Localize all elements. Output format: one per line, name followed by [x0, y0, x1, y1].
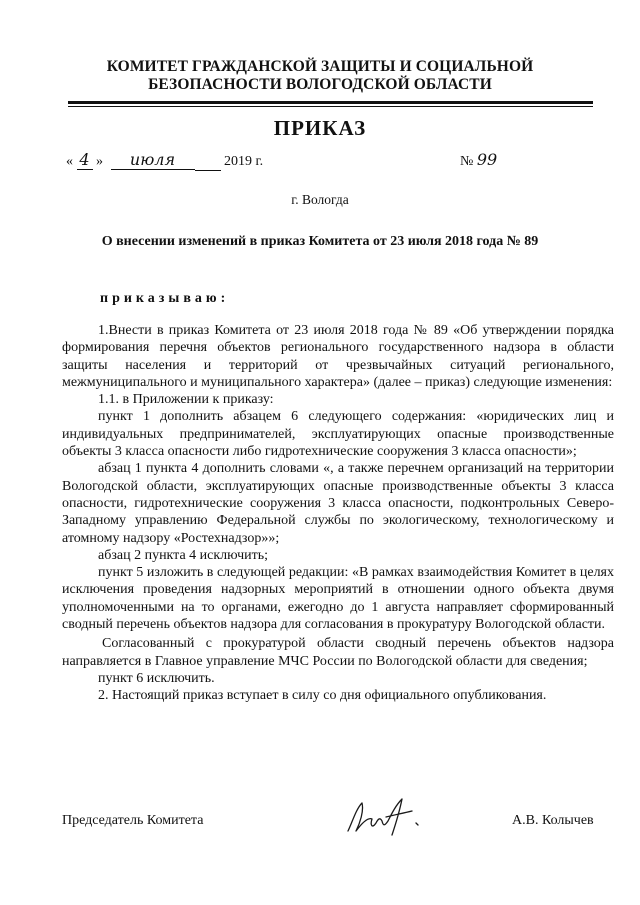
date-blank	[195, 154, 221, 171]
paragraph-1-1: 1.1. в Приложении к приказу:	[98, 392, 274, 408]
paragraph-agreed-list: Согласованный с прокуратурой области сводный перечень объектов надзора направляется в Главное управление МЧС России по Вологодской области для сведения;	[62, 636, 614, 669]
signatory-role: Председатель Комитета	[62, 813, 204, 828]
city: г. Вологда	[291, 192, 349, 207]
document-number	[460, 150, 497, 170]
document-title: ПРИКАЗ	[273, 116, 367, 140]
paragraph-point-4-abs-2: абзац 2 пункта 4 исключить;	[98, 547, 269, 563]
paragraph-point-6: пункт 6 исключить.	[98, 670, 215, 686]
date-month: июля	[111, 150, 195, 170]
number-value: 99	[476, 150, 498, 169]
paragraph-point-1: пункт 1 дополнить абзацем 6 следующего содержания: «юридических лиц и индивидуальных предпринимателей, эксплуатирующих опасные производственные объекты 3 класса опасности либо гидротехнические сооружения 3 класса опасности»;	[62, 409, 614, 460]
date-day: 4	[77, 150, 93, 170]
paragraph-2: 2. Настоящий приказ вступает в силу со дня официального опубликования.	[98, 688, 547, 704]
paragraph-point-5: пункт 5 изложить в следующей редакции: «В рамках взаимодействия Комитет в целях исключения проведения надзорных мероприятий в отношении одного объекта двумя уполномоченными на то органами, ежегодно до 1 августа направляет сформированный сводный перечень объектов надзора для согласования в прокуратуру Вологодской области.	[62, 565, 614, 633]
committee-name-line-1: КОМИТЕТ ГРАЖДАНСКОЙ ЗАЩИТЫ И СОЦИАЛЬНОЙ	[106, 58, 534, 75]
document-subject: О внесении изменений в приказ Комитета от 23 июля 2018 года № 89	[101, 234, 539, 249]
header-rule-thin	[68, 106, 593, 107]
signatory-name: А.В. Колычев	[512, 813, 594, 828]
signature-image	[342, 793, 428, 839]
number-label: №	[460, 154, 474, 169]
document-body	[62, 322, 614, 705]
order-word: приказываю:	[100, 291, 230, 306]
paragraph-1: 1.Внести в приказ Комитета от 23 июля 2018 года № 89 «Об утверждении порядка формирования перечня объектов регионального государственного надзора в области защиты населения и территорий от чрезвычайных ситуаций регионального, межмуниципального и муниципального характера» (далее – приказ) следующие изменения:	[62, 323, 614, 390]
paragraph-point-4-abs-1: абзац 1 пункта 4 дополнить словами «, а также перечнем организаций на территории Вологодской области, эксплуатирующих опасные производственные объекты 3 класса опасности, гидротехнические сооружения 3 класса опасности, подконтрольных Северо-Западному управлению Федеральной службы по экологическому, технологическому и атомному надзору «Ростехнадзор»»;	[62, 461, 614, 546]
handwritten-signature	[342, 793, 428, 844]
date-close-quote: »	[96, 154, 103, 169]
document-date	[66, 150, 263, 171]
date-year: 2019 г.	[224, 154, 264, 169]
date-open-quote: «	[66, 154, 73, 169]
header-rule-thick	[68, 101, 593, 104]
committee-name-line-2: БЕЗОПАСНОСТИ ВОЛОГОДСКОЙ ОБЛАСТИ	[148, 76, 492, 93]
